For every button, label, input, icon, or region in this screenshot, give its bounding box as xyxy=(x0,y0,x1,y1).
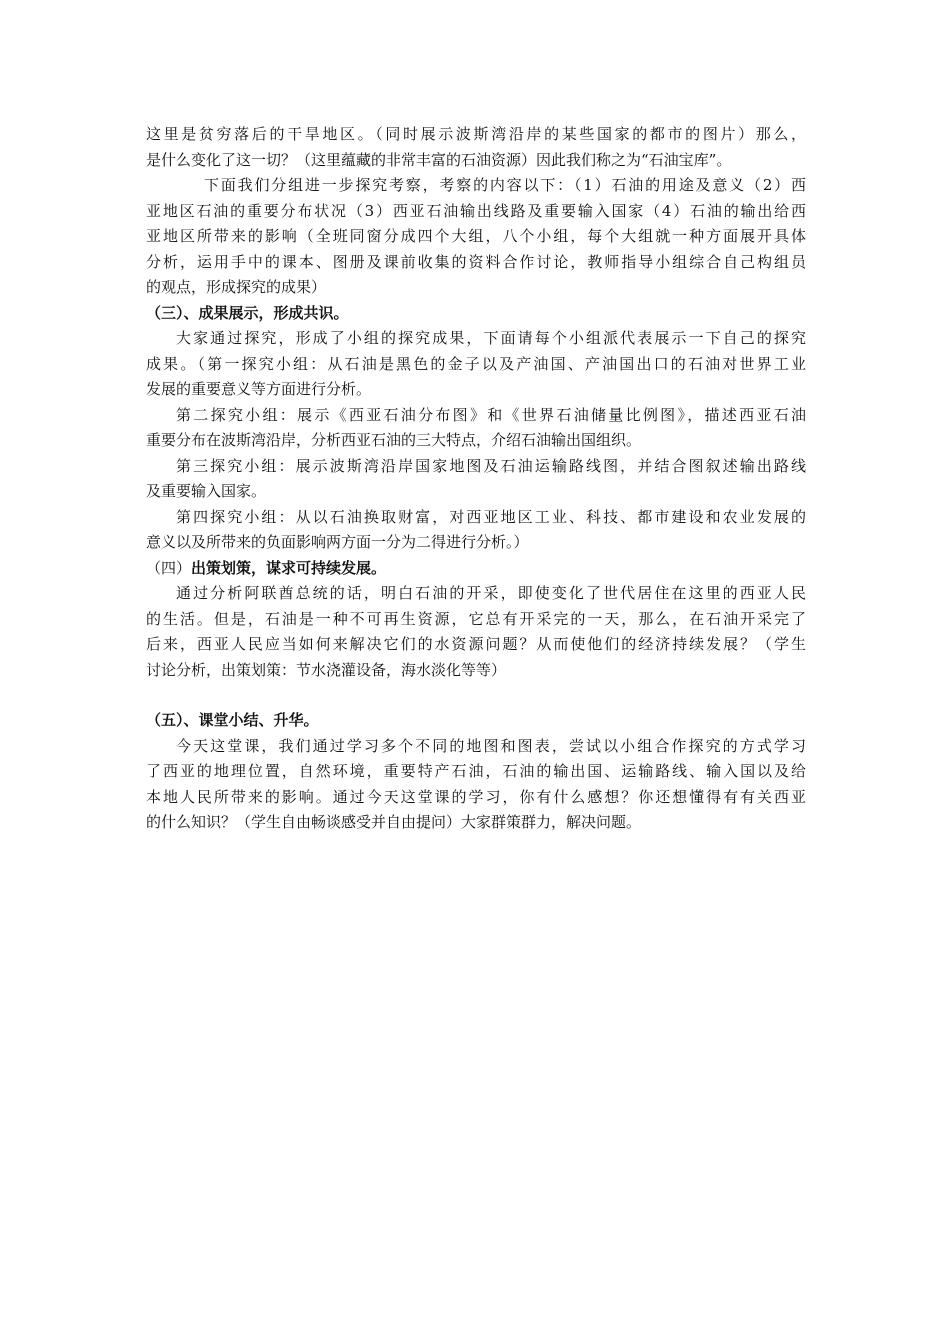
text-line: 后来，西亚人民应当如何来解决它们的水资源问题？从而使他们的经济持续发展？（学生 xyxy=(146,635,806,653)
paragraph-4 xyxy=(146,403,806,454)
text-line: 意义以及所带来的负面影响两方面一分为二得进行分析。） xyxy=(146,533,529,551)
text-line: 本地人民所带来的影响。通过今天这堂课的学习，你有什么感想？你还想懂得有有关西亚 xyxy=(146,787,806,806)
text-line: 的观点，形成探究的成果） xyxy=(146,278,327,296)
text-line: 亚地区所带来的影响（全班同窗分成四个大组，八个小组，每个大组就一种方面展开具体 xyxy=(146,227,806,245)
section-heading-4 xyxy=(146,556,806,582)
paragraph-5 xyxy=(146,454,806,505)
paragraph-3 xyxy=(146,326,806,403)
text-line: 第四探究小组：从以石油换取财富，对西亚地区工业、科技、都市建设和农业发展的 xyxy=(176,507,806,526)
paragraph-1 xyxy=(146,122,806,173)
section-heading-4-text: 出策划策，谋求可持续发展。 xyxy=(191,558,387,577)
text-line: 下面我们分组进一步探究考察，考察的内容以下：（1）石油的用途及意义（2）西 xyxy=(204,176,806,194)
document-page xyxy=(146,122,806,836)
section-heading-4-prefix: （四） xyxy=(146,558,192,577)
section-heading-5: （五）、课堂小结、升华。 xyxy=(146,711,319,729)
text-line: 这里是贫穷落后的干旱地区。（同时展示波斯湾沿岸的某些国家的都市的图片）那么， xyxy=(146,125,806,143)
text-line: 及重要输入国家。 xyxy=(146,482,267,500)
text-line: 的生活。但是，石油是一种不可再生资源，它总有开采完的一天，那么，在石油开采完了 xyxy=(146,609,806,628)
blank-line xyxy=(146,683,806,708)
text-line: 分析，运用手中的课本、图册及课前收集的资料合作讨论，教师指导小组综合自己构组员 xyxy=(146,252,806,271)
text-line: 第二探究小组：展示《西亚石油分布图》和《世界石油储量比例图》，描述西亚石油 xyxy=(176,405,806,424)
text-line: 成果。（第一探究小组：从石油是黑色的金子以及产油国、产油国出口的石油对世界工业 xyxy=(146,354,806,373)
text-line: 的什么知识？（学生自由畅谈感受并自由提问）大家群策群力，解决问题。 xyxy=(146,813,642,831)
text-line: 第三探究小组：展示波斯湾沿岸国家地图及石油运输路线图，并结合图叙述输出路线 xyxy=(176,456,806,475)
text-line: 大家通过探究，形成了小组的探究成果，下面请每个小组派代表展示一下自己的探究 xyxy=(176,329,806,347)
text-line: 通过分析阿联酋总统的话，明白石油的开采，即使变化了世代居住在这里的西亚人民 xyxy=(176,584,806,602)
text-line: 今天这堂课，我们通过学习多个不同的地图和图表，尝试以小组合作探究的方式学习 xyxy=(176,736,806,755)
text-line: 讨论分析，出策划策：节水浇灌设备，海水淡化等等） xyxy=(146,660,507,679)
paragraph-6 xyxy=(146,505,806,556)
paragraph-2 xyxy=(146,173,806,301)
text-line: 重要分布在波斯湾沿岸，分析西亚石油的三大特点，介绍石油输出国组织。 xyxy=(146,431,642,449)
paragraph-8 xyxy=(146,734,806,836)
paragraph-7 xyxy=(146,581,806,683)
section-heading-3: （三）、成果展示，形成共识。 xyxy=(146,303,349,322)
text-line: 亚地区石油的重要分布状况（3）西亚石油输出线路及重要输入国家（4）石油的输出给西 xyxy=(146,201,806,220)
text-line: 发展的重要意义等方面进行分析。 xyxy=(146,380,372,398)
text-line: 是什么变化了这一切？（这里蕴藏的非常丰富的石油资源）因此我们称之为“石油宝库”。 xyxy=(146,150,732,169)
text-line: 了西亚的地理位置，自然环境，重要特产石油，石油的输出国、运输路线、输入国以及给 xyxy=(146,762,806,780)
